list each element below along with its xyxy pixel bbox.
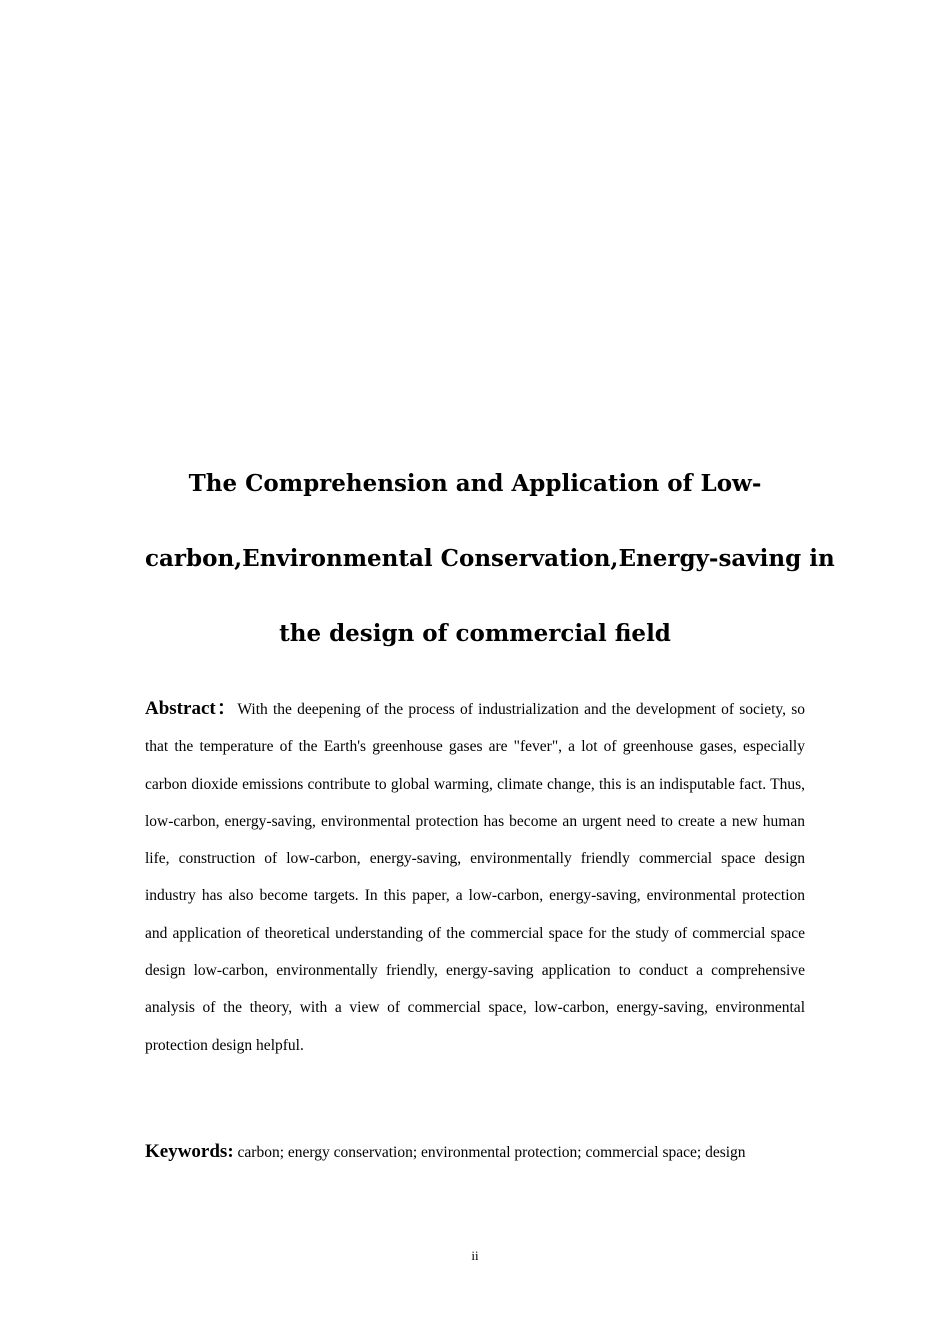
keywords-paragraph xyxy=(145,1133,845,1171)
keywords-label: Keywords: xyxy=(145,1141,234,1162)
abstract-label: Abstract： xyxy=(145,698,238,719)
abstract-text: With the deepening of the process of industrialization and the development of society, so that the temperature of the Earth's greenhouse gases are "fever", a lot of greenhouse gases, especially carbon dioxide emissions contribute to global warming, climate change, this is an indisputable fact. Thus, low-carbon, energy-saving, environmental protection has become an urgent need to create a new human life, construction of low-carbon, energy-saving, environmentally friendly commercial space design industry has also become targets. In this paper, a low-carbon, energy-saving, environmental protection and application of theoretical understanding of the commercial space for the study of commercial space design low-carbon, environmentally friendly, energy-saving application to conduct a comprehensive analysis of the theory, with a view of commercial space, low-carbon, energy-saving, environmental protection design helpful. xyxy=(145,701,805,1054)
title-line-3: the design of commercial field xyxy=(279,620,671,647)
paper-title xyxy=(145,446,835,671)
abstract-paragraph xyxy=(145,690,805,1064)
title-line-2: carbon,Environmental Conservation,Energy-saving in xyxy=(145,545,835,572)
keywords-text: carbon; energy conservation; environmental protection; commercial space; design xyxy=(237,1144,746,1161)
title-line-1: The Comprehension and Application of Low- xyxy=(188,470,762,497)
page-number: ii xyxy=(471,1248,479,1263)
